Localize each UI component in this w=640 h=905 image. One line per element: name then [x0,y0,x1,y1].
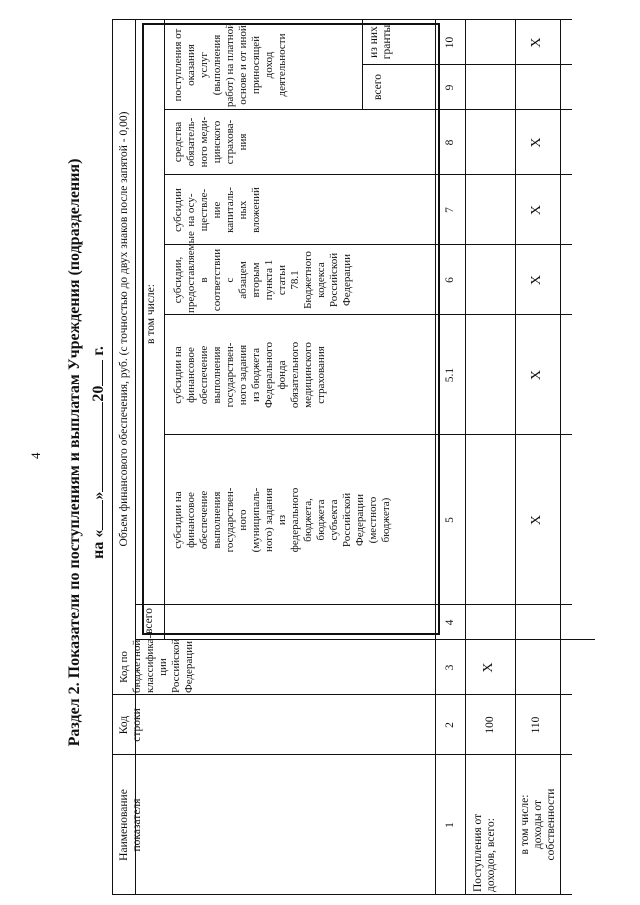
colnum-4: 4 [444,619,456,626]
date-suffix: г. [90,346,107,356]
col-border-4 [135,604,572,605]
table-row-code: 110 [530,716,542,734]
colnum-5: 5 [444,517,456,523]
header-row-code: Код строки [118,708,143,742]
date-mid: » [90,491,107,500]
col9-split-rule [362,20,363,110]
table-row-c5: X [529,514,544,526]
colnum-3: 3 [444,664,456,671]
table-row-c8: X [529,137,544,148]
colnum-1: 1 [444,822,456,828]
table-row-budget: X [481,662,496,673]
col-border-8 [164,174,572,175]
header-budget-code: Код по бюджетной классифика- ции Российской Федерации [118,634,195,693]
colnum-5-1: 5.1 [444,367,456,383]
header-rule-2 [164,20,165,640]
header-volume: Объем финансового обеспечения, руб. (с точностью до двух знаков после запятой - 0,00) [118,111,130,547]
col-border-0 [112,894,572,895]
col-border-2 [112,694,572,695]
colnum-8: 8 [444,139,456,146]
section-title: Раздел 2. Показатели по поступлениям и выплатам Учреждения (подразделения) [66,158,83,747]
page-number: 4 [28,452,43,459]
header-col9: всего [372,74,384,100]
header-col51: субсидии на финансовое обеспечение выполнения государствен- ного задания из бюджета Федерального фонда обязательного медицинского страхования [172,341,327,409]
header-including: в том числе: [145,284,157,344]
bold-box-bottom [438,23,440,635]
header-indicator: Наименование показателя [118,789,143,861]
row-rule-2 [560,20,561,895]
col-border-3 [135,639,595,640]
header-col10: из них гранты [368,24,393,60]
table-row-name: Поступления от доходов, всего: [472,813,497,892]
col-border-9 [164,109,572,110]
header-col5: субсидии на финансовое обеспечение выполнения государствен- ного (муниципаль- ного) задания из федерального бюджета, бюджета субъекта Российской Федерации (местного бюджета) [172,487,392,553]
colnum-9: 9 [444,84,456,91]
header-col6: субсидии, предоставляемые в соответствии с абзацем вторым пункта 1 статьи 78.1 Бюджетного кодекса Российской Федерации [172,231,353,313]
bold-box-left [142,633,438,635]
colnum-10: 10 [444,36,456,49]
table-row-c10: X [529,37,544,48]
colnum-bottom-rule [465,20,466,895]
col-border-6 [164,314,572,315]
table-row-c51: X [529,369,544,381]
colnum-2: 2 [444,722,456,728]
table-row-name: в том числе: доходы от собственности [519,788,557,861]
row-rule-1 [515,20,516,895]
date-prefix: на « [90,529,107,559]
header-col7: субсидии на осу- ществле- ние капиталь- ных вложений [172,187,262,233]
year-prefix: 20 [90,385,107,402]
col-border-7 [164,244,572,245]
header-bottom-rule [435,20,436,895]
table-row-c7: X [529,204,544,216]
col-border-1 [112,754,572,755]
colnum-6: 6 [444,277,456,283]
col-border-5 [164,434,572,435]
bold-box-top [142,23,144,635]
table-top-border [112,20,113,895]
table-row-code: 100 [484,716,496,734]
header-total: всего [143,608,155,634]
header-col8: средства обязатель- ного меди- цинского страхова- ния [172,116,249,168]
col-border-11 [112,19,572,20]
table-row-c6: X [529,274,544,286]
colnum-7: 7 [444,207,456,213]
header-col9-group: поступления от оказания услуг (выполнения работ) на платной основе и от иной приносящей доход деятельности [172,22,288,108]
